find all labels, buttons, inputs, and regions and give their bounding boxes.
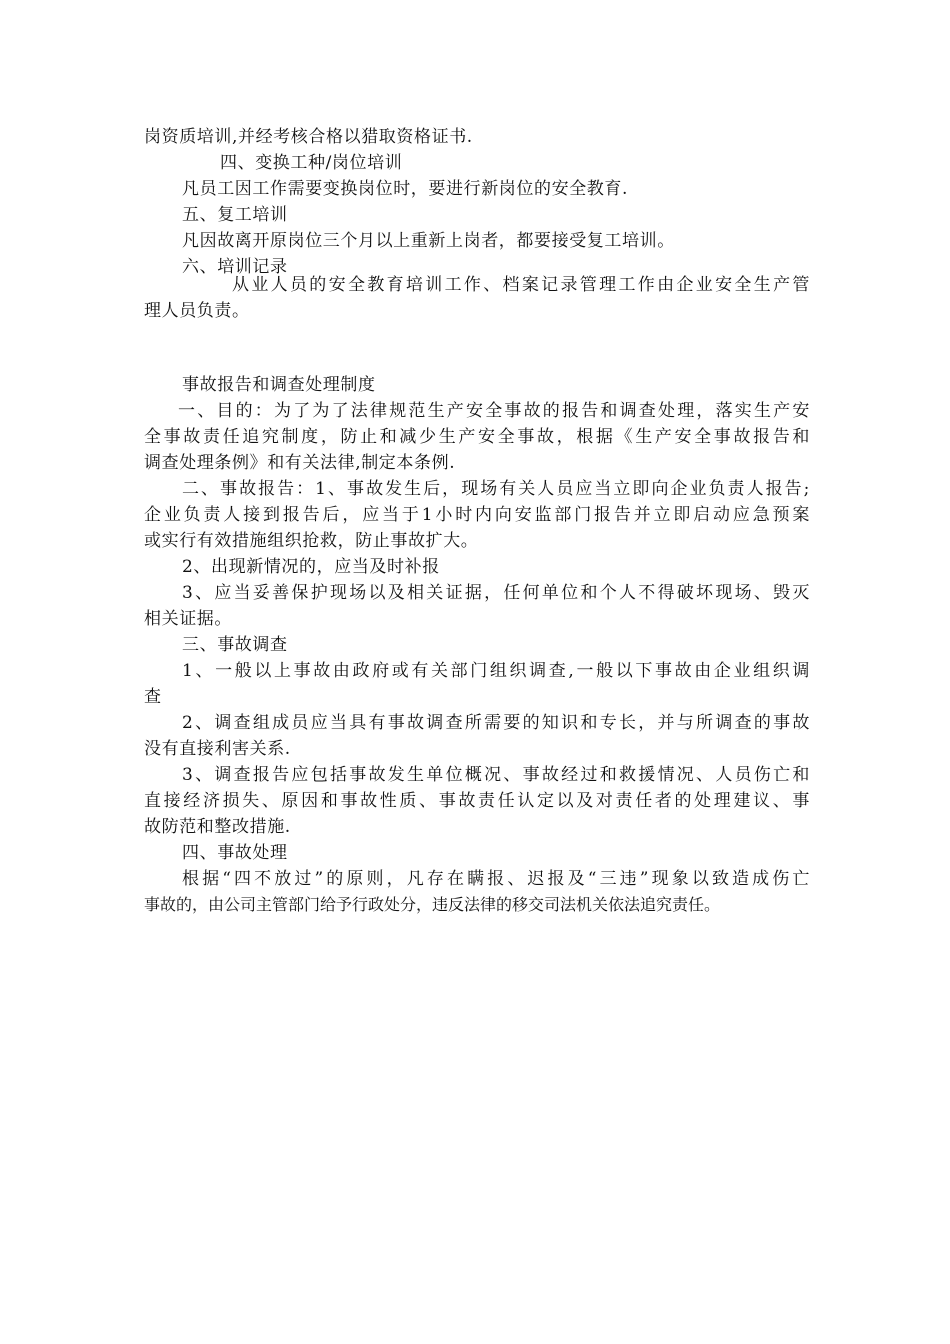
investigation-item-3-line: 故防范和整改措施. [144,817,291,837]
purpose-line: 一、目的：为了为了法律规范生产安全事故的报告和调查处理，落实生产安 [178,401,810,421]
report-item-3-line: 相关证据。 [144,609,232,629]
report-line: 二、事故报告：1、事故发生后，现场有关人员应当立即向企业负责人报告; [182,479,810,499]
heading-return-training: 五、复工培训 [182,205,288,225]
report-item-3-line: 3、应当妥善保护现场以及相关证据，任何单位和个人不得破坏现场、毁灭 [182,583,810,603]
investigation-item-2-line: 没有直接利害关系. [144,739,291,759]
handling-heading: 四、事故处理 [182,843,288,863]
heading-training-records: 六、培训记录 [182,257,288,277]
investigation-item-2-line: 2、调查组成员应当具有事故调查所需要的知识和专长，并与所调查的事故 [182,713,810,733]
purpose-line: 调查处理条例》和有关法律,制定本条例. [144,453,456,473]
paragraph-training-records-line: 理人员负责。 [144,301,250,321]
purpose-line: 全事故责任追究制度，防止和减少生产安全事故，根据《生产安全事故报告和 [144,427,810,447]
paragraph-training-records-line: 从业人员的安全教育培训工作、档案记录管理工作由企业安全生产管 [232,275,810,295]
investigation-item-3-line: 3、调查报告应包括事故发生单位概况、事故经过和救援情况、人员伤亡和 [182,765,810,785]
handling-line: 根据“四不放过”的原则，凡存在瞒报、迟报及“三违”现象以致造成伤亡 [182,869,810,889]
report-item-2: 2、出现新情况的，应当及时补报 [182,557,440,577]
investigation-item-3-line: 直接经济损失、原因和事故性质、事故责任认定以及对责任者的处理建议、事 [144,791,810,811]
heading-job-change-training: 四、变换工种/岗位培训 [220,153,403,173]
report-line: 企业负责人接到报告后，应当于1小时内向安监部门报告并立即启动应急预案 [144,505,810,525]
paragraph-job-change-training: 凡员工因工作需要变换岗位时，要进行新岗位的安全教育. [182,179,629,199]
paragraph-return-training: 凡因故离开原岗位三个月以上重新上岗者，都要接受复工培训。 [182,231,675,251]
investigation-item-1-line: 查 [144,687,162,707]
investigation-heading: 三、事故调查 [182,635,288,655]
training-continuation-line: 岗资质培训,并经考核合格以猎取资格证书. [144,127,473,147]
handling-line: 事故的，由公司主管部门给予行政处分，违反法律的移交司法机关依法追究责任。 [144,895,721,914]
section-title: 事故报告和调查处理制度 [182,375,376,395]
report-line: 或实行有效措施组织抢救，防止事故扩大。 [144,531,479,551]
investigation-item-1-line: 1、一般以上事故由政府或有关部门组织调查,一般以下事故由企业组织调 [182,661,810,681]
